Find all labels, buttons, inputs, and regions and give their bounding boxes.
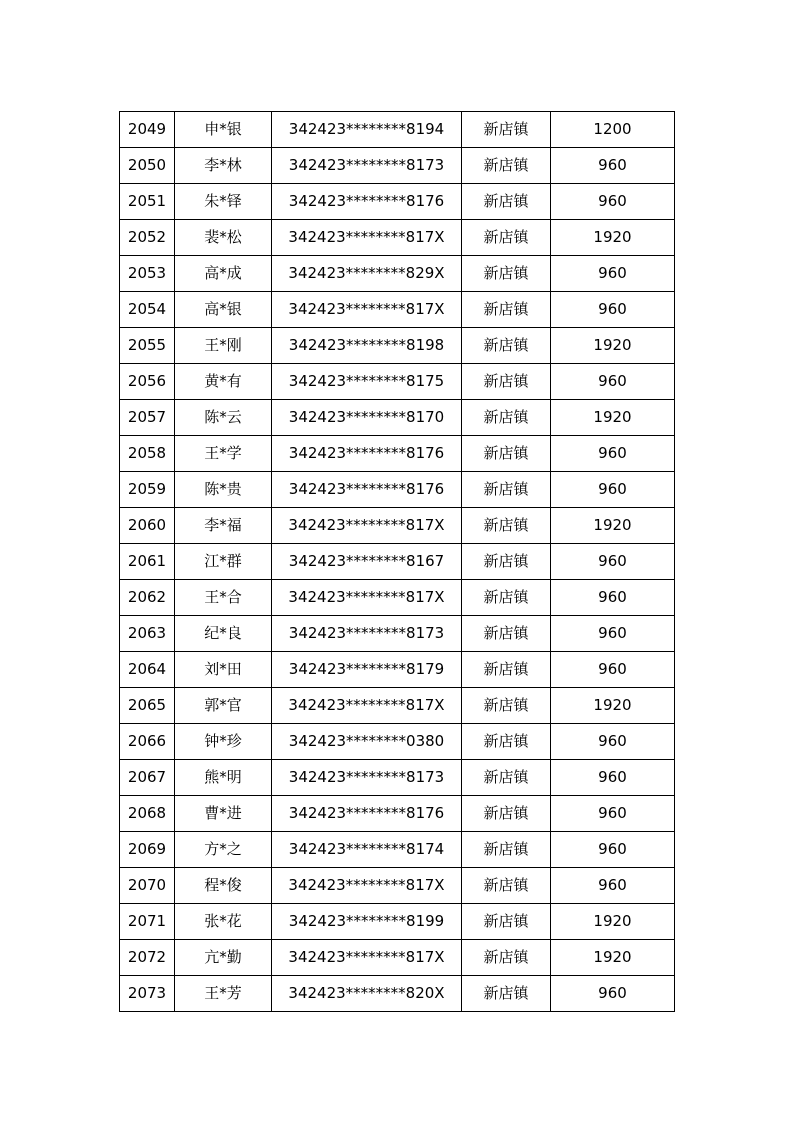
town-cell: 新店镇 — [462, 904, 551, 940]
name-cell: 李*林 — [175, 148, 272, 184]
amount-cell: 1920 — [551, 508, 675, 544]
name-cell: 李*福 — [175, 508, 272, 544]
id-number-cell: 342423********8174 — [272, 832, 462, 868]
amount-cell: 960 — [551, 760, 675, 796]
row-number-cell: 2070 — [120, 868, 175, 904]
id-number-cell: 342423********820X — [272, 976, 462, 1012]
town-cell: 新店镇 — [462, 256, 551, 292]
town-cell: 新店镇 — [462, 436, 551, 472]
name-cell: 熊*明 — [175, 760, 272, 796]
id-number-cell: 342423********8173 — [272, 760, 462, 796]
name-cell: 陈*贵 — [175, 472, 272, 508]
row-number-cell: 2069 — [120, 832, 175, 868]
town-cell: 新店镇 — [462, 688, 551, 724]
name-cell: 申*银 — [175, 112, 272, 148]
town-cell: 新店镇 — [462, 616, 551, 652]
row-number-cell: 2068 — [120, 796, 175, 832]
row-number-cell: 2053 — [120, 256, 175, 292]
table-row — [120, 616, 675, 652]
town-cell: 新店镇 — [462, 580, 551, 616]
name-cell: 曹*进 — [175, 796, 272, 832]
name-cell: 王*合 — [175, 580, 272, 616]
amount-cell: 960 — [551, 724, 675, 760]
id-number-cell: 342423********817X — [272, 508, 462, 544]
town-cell: 新店镇 — [462, 724, 551, 760]
amount-cell: 1920 — [551, 220, 675, 256]
name-cell: 王*刚 — [175, 328, 272, 364]
table-row — [120, 112, 675, 148]
id-number-cell: 342423********8179 — [272, 652, 462, 688]
row-number-cell: 2057 — [120, 400, 175, 436]
id-number-cell: 342423********817X — [272, 220, 462, 256]
amount-cell: 1920 — [551, 328, 675, 364]
name-cell: 陈*云 — [175, 400, 272, 436]
town-cell: 新店镇 — [462, 832, 551, 868]
id-number-cell: 342423********8176 — [272, 436, 462, 472]
row-number-cell: 2063 — [120, 616, 175, 652]
row-number-cell: 2061 — [120, 544, 175, 580]
table-row — [120, 688, 675, 724]
id-number-cell: 342423********817X — [272, 580, 462, 616]
table-body — [120, 112, 675, 1012]
table-row — [120, 436, 675, 472]
amount-cell: 960 — [551, 436, 675, 472]
amount-cell: 960 — [551, 472, 675, 508]
row-number-cell: 2051 — [120, 184, 175, 220]
row-number-cell: 2059 — [120, 472, 175, 508]
name-cell: 张*花 — [175, 904, 272, 940]
name-cell: 高*银 — [175, 292, 272, 328]
amount-cell: 960 — [551, 148, 675, 184]
amount-cell: 960 — [551, 796, 675, 832]
id-number-cell: 342423********817X — [272, 688, 462, 724]
table-row — [120, 148, 675, 184]
table-row — [120, 256, 675, 292]
amount-cell: 960 — [551, 544, 675, 580]
table-row — [120, 652, 675, 688]
town-cell: 新店镇 — [462, 544, 551, 580]
row-number-cell: 2071 — [120, 904, 175, 940]
table-row — [120, 400, 675, 436]
amount-cell: 1920 — [551, 940, 675, 976]
row-number-cell: 2067 — [120, 760, 175, 796]
town-cell: 新店镇 — [462, 796, 551, 832]
id-number-cell: 342423********8167 — [272, 544, 462, 580]
name-cell: 王*芳 — [175, 976, 272, 1012]
table-row — [120, 760, 675, 796]
row-number-cell: 2058 — [120, 436, 175, 472]
id-number-cell: 342423********8176 — [272, 184, 462, 220]
row-number-cell: 2049 — [120, 112, 175, 148]
name-cell: 程*俊 — [175, 868, 272, 904]
table-row — [120, 940, 675, 976]
table-row — [120, 220, 675, 256]
town-cell: 新店镇 — [462, 292, 551, 328]
name-cell: 江*群 — [175, 544, 272, 580]
name-cell: 朱*铎 — [175, 184, 272, 220]
name-cell: 钟*珍 — [175, 724, 272, 760]
id-number-cell: 342423********8173 — [272, 148, 462, 184]
table-row — [120, 904, 675, 940]
row-number-cell: 2065 — [120, 688, 175, 724]
town-cell: 新店镇 — [462, 760, 551, 796]
row-number-cell: 2060 — [120, 508, 175, 544]
town-cell: 新店镇 — [462, 184, 551, 220]
id-number-cell: 342423********817X — [272, 868, 462, 904]
amount-cell: 960 — [551, 256, 675, 292]
id-number-cell: 342423********829X — [272, 256, 462, 292]
id-number-cell: 342423********8176 — [272, 472, 462, 508]
id-number-cell: 342423********8176 — [272, 796, 462, 832]
row-number-cell: 2050 — [120, 148, 175, 184]
name-cell: 方*之 — [175, 832, 272, 868]
id-number-cell: 342423********817X — [272, 292, 462, 328]
id-number-cell: 342423********8175 — [272, 364, 462, 400]
name-cell: 裴*松 — [175, 220, 272, 256]
town-cell: 新店镇 — [462, 112, 551, 148]
id-number-cell: 342423********8173 — [272, 616, 462, 652]
town-cell: 新店镇 — [462, 148, 551, 184]
amount-cell: 1200 — [551, 112, 675, 148]
id-number-cell: 342423********817X — [272, 940, 462, 976]
row-number-cell: 2054 — [120, 292, 175, 328]
table-row — [120, 328, 675, 364]
row-number-cell: 2072 — [120, 940, 175, 976]
name-cell: 黄*有 — [175, 364, 272, 400]
name-cell: 高*成 — [175, 256, 272, 292]
id-number-cell: 342423********0380 — [272, 724, 462, 760]
table-row — [120, 472, 675, 508]
amount-cell: 1920 — [551, 400, 675, 436]
amount-cell: 960 — [551, 364, 675, 400]
amount-cell: 1920 — [551, 688, 675, 724]
town-cell: 新店镇 — [462, 400, 551, 436]
id-number-cell: 342423********8170 — [272, 400, 462, 436]
table-row — [120, 544, 675, 580]
town-cell: 新店镇 — [462, 364, 551, 400]
row-number-cell: 2052 — [120, 220, 175, 256]
table-row — [120, 364, 675, 400]
name-cell: 王*学 — [175, 436, 272, 472]
row-number-cell: 2056 — [120, 364, 175, 400]
table-row — [120, 832, 675, 868]
name-cell: 郭*官 — [175, 688, 272, 724]
amount-cell: 960 — [551, 832, 675, 868]
table-row — [120, 976, 675, 1012]
amount-cell: 960 — [551, 292, 675, 328]
amount-cell: 960 — [551, 976, 675, 1012]
town-cell: 新店镇 — [462, 940, 551, 976]
name-cell: 亢*勤 — [175, 940, 272, 976]
table-row — [120, 292, 675, 328]
row-number-cell: 2064 — [120, 652, 175, 688]
id-number-cell: 342423********8194 — [272, 112, 462, 148]
town-cell: 新店镇 — [462, 328, 551, 364]
row-number-cell: 2066 — [120, 724, 175, 760]
row-number-cell: 2073 — [120, 976, 175, 1012]
amount-cell: 960 — [551, 184, 675, 220]
amount-cell: 960 — [551, 652, 675, 688]
subsidy-table — [119, 111, 675, 1012]
amount-cell: 960 — [551, 616, 675, 652]
row-number-cell: 2062 — [120, 580, 175, 616]
town-cell: 新店镇 — [462, 976, 551, 1012]
name-cell: 刘*田 — [175, 652, 272, 688]
table-row — [120, 508, 675, 544]
town-cell: 新店镇 — [462, 508, 551, 544]
town-cell: 新店镇 — [462, 220, 551, 256]
town-cell: 新店镇 — [462, 868, 551, 904]
table-row — [120, 724, 675, 760]
name-cell: 纪*良 — [175, 616, 272, 652]
amount-cell: 960 — [551, 868, 675, 904]
table-row — [120, 796, 675, 832]
amount-cell: 960 — [551, 580, 675, 616]
town-cell: 新店镇 — [462, 472, 551, 508]
table-row — [120, 184, 675, 220]
id-number-cell: 342423********8198 — [272, 328, 462, 364]
town-cell: 新店镇 — [462, 652, 551, 688]
id-number-cell: 342423********8199 — [272, 904, 462, 940]
table-row — [120, 868, 675, 904]
table-row — [120, 580, 675, 616]
amount-cell: 1920 — [551, 904, 675, 940]
row-number-cell: 2055 — [120, 328, 175, 364]
